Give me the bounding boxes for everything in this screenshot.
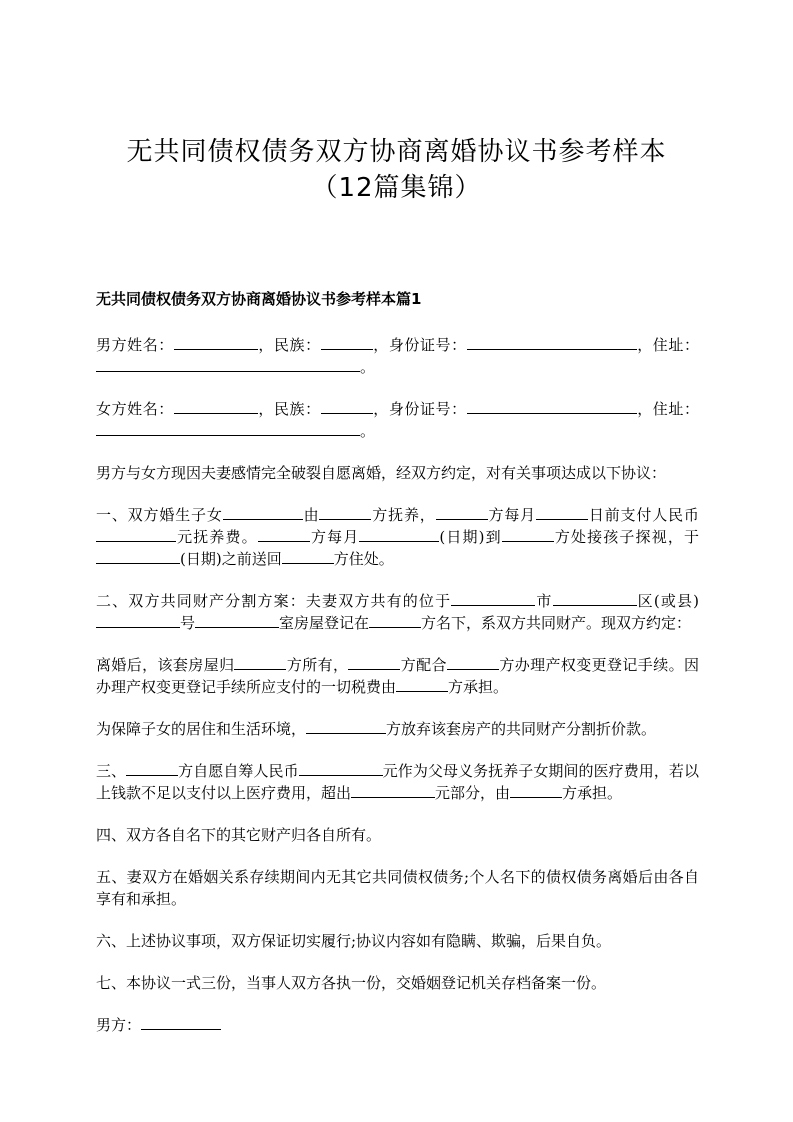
clause-1-text: (日期)到 [439,528,502,546]
clause-3 [96,760,699,804]
agreement-body [96,334,699,1056]
clause-1-blank[interactable] [359,526,439,542]
clause-5: 五、妻双方在婚姻关系存续期间内无其它共同债权债务;个人名下的债权债务离婚后由各自享有和承担。 [96,868,699,908]
clause-2-text: 区(或县) [636,592,699,610]
clause-2-blank[interactable] [553,590,637,606]
clause-2-text: 室房屋登记在 [279,614,370,632]
signature-male [96,1014,699,1036]
clause-2-blank[interactable] [451,590,535,606]
female-id-blank[interactable] [467,398,637,414]
clause-3-text: 三、 [96,762,127,780]
clause-2-text: 二、双方共同财产分割方案：夫妻双方共有的位于 [96,592,452,610]
male-id-label: ，身份证号： [372,336,467,354]
signature-male-label: 男方： [96,1016,142,1034]
clause-1 [96,504,699,570]
male-address-blank[interactable] [96,356,360,372]
clause-1-text: 方处接孩子探视，于 [553,528,699,546]
male-address-label: ，住址： [636,336,699,354]
clause-1-blank[interactable] [96,548,180,564]
clause-2b-text: 方承担。 [448,678,509,696]
female-ethnicity-blank[interactable] [321,398,373,414]
male-ethnicity-blank[interactable] [321,334,373,350]
clause-2-blank[interactable] [369,612,421,628]
clause-1-text: 由 [302,506,320,524]
female-ethnicity-label: ，民族： [257,400,321,418]
female-info-end: 。 [360,422,376,440]
male-name-blank[interactable] [174,334,258,350]
clause-1-text: 方住处。 [333,550,394,568]
female-id-label: ，身份证号： [372,400,467,418]
male-info-end: 。 [360,358,376,376]
clause-2-blank[interactable] [96,612,180,628]
clause-2b-text: 方办理产权变更登记手续。因办理产权变更登记手续所应支付的一切税费由 [96,656,699,696]
clause-1-blank[interactable] [319,504,371,520]
clause-1-blank[interactable] [223,504,303,520]
clause-2-text: 市 [535,592,553,610]
clause-6: 六、上述协议事项，双方保证切实履行;协议内容如有隐瞒、欺骗，后果自负。 [96,932,612,950]
clause-2-text: 方名下，系双方共同财产。现双方约定： [421,614,692,632]
female-address-label: ，住址： [636,400,699,418]
clause-2c-text: 为保障子女的居住和生活环境， [96,720,307,738]
clause-4: 四、双方各自名下的其它财产归各自所有。 [96,826,382,844]
clause-2b-text: 方配合 [400,656,447,674]
clause-2b-text: 方所有， [286,656,349,674]
section-heading: 无共同债权债务双方协商离婚协议书参考样本篇1 [96,290,422,308]
clause-2b-blank[interactable] [234,654,286,670]
clause-2c-blank[interactable] [306,718,386,734]
clause-2b-blank[interactable] [396,676,448,692]
clause-1-blank[interactable] [258,526,310,542]
male-id-blank[interactable] [467,334,637,350]
clause-2c-text: 方放弃该套房产的共同财产分割折价款。 [386,720,657,738]
clause-2-text: 号 [180,614,196,632]
clause-3-text: 元作为父母义务抚养子女期间的医疗费用，若以上钱款不足以支付以上医疗费用，超出 [96,762,699,802]
clause-1-blank[interactable] [282,548,334,564]
clause-1-blank[interactable] [536,504,588,520]
male-info-paragraph [96,334,699,378]
clause-2-blank[interactable] [195,612,279,628]
clause-1-text: 一、双方婚生子女 [96,506,223,524]
clause-1-text: (日期)之前送回 [180,550,282,568]
intro-paragraph: 男方与女方现因夫妻感情完全破裂自愿离婚，经双方约定，对有关事项达成以下协议： [96,464,667,482]
document-title: 无共同债权债务双方协商离婚协议书参考样本（12篇集锦） [126,137,667,203]
clause-3-blank[interactable] [351,782,435,798]
female-info-paragraph [96,398,699,442]
clause-3-text: 元部分，由 [435,784,511,802]
clause-3-blank[interactable] [299,760,383,776]
clause-7: 七、本协议一式三份，当事人双方各执一份，交婚姻登记机关存档备案一份。 [96,974,607,992]
clause-1-blank[interactable] [96,526,176,542]
clause-3-text: 方自愿自筹人民币 [178,762,299,780]
female-name-blank[interactable] [174,398,258,414]
clause-3-text: 方承担。 [562,784,623,802]
clause-2 [96,590,699,634]
clause-2b-blank[interactable] [348,654,400,670]
clause-1-text: 方每月 [309,528,360,546]
female-name-label: 女方姓名： [96,400,174,418]
clause-1-blank[interactable] [436,504,488,520]
clause-1-text: 日前支付人民币 [588,506,699,524]
clause-2b [96,654,699,698]
clause-1-blank[interactable] [502,526,554,542]
clause-3-blank[interactable] [126,760,178,776]
clause-1-text: 方抚养， [371,506,436,524]
clause-2b-text: 离婚后，该套房屋归 [96,656,235,674]
clause-1-text: 元抚养费。 [176,528,258,546]
signature-male-blank[interactable] [141,1014,221,1030]
clause-1-text: 方每月 [487,506,537,524]
male-name-label: 男方姓名： [96,336,174,354]
female-address-blank[interactable] [96,420,360,436]
clause-3-blank[interactable] [510,782,562,798]
clause-2b-blank[interactable] [447,654,499,670]
male-ethnicity-label: ，民族： [257,336,321,354]
clause-2c [96,718,699,740]
